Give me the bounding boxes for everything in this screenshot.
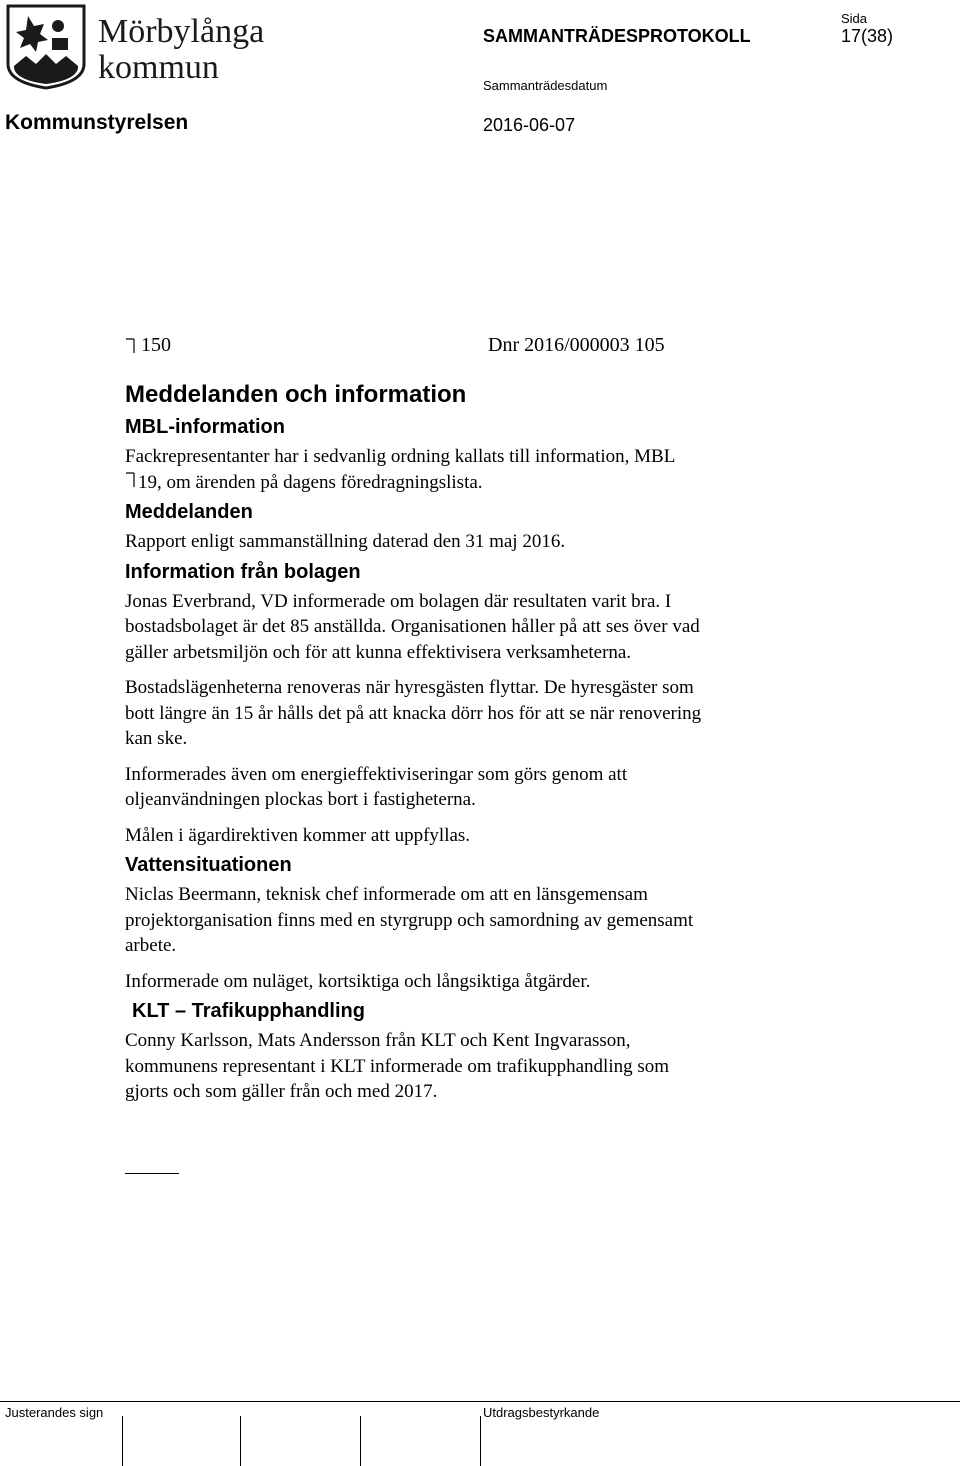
mörbylånga-kommun-logo (6, 4, 271, 90)
signature-divider (360, 1416, 361, 1466)
protocol-title: SAMMANTRÄDESPROTOKOLL (483, 26, 751, 46)
signature-divider (240, 1416, 241, 1466)
paragraph-line: Fackrepresentanter har i sedvanlig ordning kallats till information, MBL (125, 446, 676, 467)
utdragsbestyrkande-label: Utdragsbestyrkande (483, 1405, 600, 1420)
footer-top-rule (0, 1401, 960, 1402)
diarienummer: Dnr 2016/000003 105 (488, 334, 665, 356)
paragraph-line: kan ske. (125, 728, 188, 749)
page-label: Sida (841, 11, 868, 26)
heading-meddelanden: Meddelanden (125, 501, 253, 523)
paragraph-line: Conny Karlsson, Mats Andersson från KLT och Kent Ingvarasson, (125, 1030, 631, 1051)
section-sign-mark (125, 336, 135, 354)
meeting-date: 2016-06-07 (483, 115, 576, 135)
paragraph-line: Informerades även om energieffektiviseringar som görs genom att (125, 763, 628, 785)
logo-wordmark-line2: kommun (98, 49, 219, 86)
signature-divider (480, 1416, 481, 1466)
paragraph-line: arbete. (125, 935, 177, 956)
paragraph-line: Informerade om nuläget, kortsiktiga och långsiktiga åtgärder. (125, 970, 591, 992)
logo-wordmark-line1: Mörbylånga (98, 13, 265, 50)
page-number: 17(38) (841, 26, 894, 46)
section-title: Meddelanden och information (125, 381, 467, 408)
committee-name: Kommunstyrelsen (5, 111, 189, 134)
paragraph-line: bostadsbolaget är det 85 anställda. Organisationen håller på att ses över vad (125, 616, 700, 637)
section-number: 150 (141, 334, 171, 356)
heading-klt-trafikupphandling: KLT – Trafikupphandling (132, 1000, 365, 1022)
meeting-date-label: Sammanträdesdatum (483, 78, 608, 93)
signature-divider (122, 1416, 123, 1466)
section-body (125, 380, 825, 1105)
paragraph-line: kommunens representant i KLT informerade om trafikupphandling som (125, 1055, 670, 1077)
paragraph-line: projektorganisation finns med en styrgrupp och samordning av gemensamt (125, 909, 694, 931)
paragraph-line: Bostadslägenheterna renoveras när hyresgästen flyttar. De hyresgäster som (125, 677, 694, 698)
paragraph-line: Rapport enligt sammanställning daterad den 31 maj 2016. (125, 531, 566, 552)
paragraph-line: 19, om ärenden på dagens föredragningslista. (138, 471, 483, 493)
signature-footer (0, 1401, 960, 1466)
heading-information-fran-bolagen: Information från bolagen (125, 560, 361, 583)
paragraph-line: gäller arbetsmiljön och för att kunna effektivisera verksamheterna. (125, 641, 632, 663)
paragraph-line: gjorts och som gäller från och med 2017. (125, 1081, 438, 1102)
justerandes-sign-label: Justerandes sign (5, 1405, 104, 1420)
heading-vattensituationen: Vattensituationen (125, 854, 292, 876)
paragraph-line-with-section-mark (125, 470, 825, 496)
section-end-rule (125, 1173, 179, 1174)
paragraph-line: oljeanvändningen plockas bort i fastigheterna. (125, 789, 476, 810)
paragraph-line: Målen i ägardirektiven kommer att uppfyllas. (125, 824, 471, 846)
section-sign-mark (125, 470, 135, 488)
paragraph-line: Niclas Beermann, teknisk chef informerade om att en länsgemensam (125, 884, 648, 905)
heading-mbl-information: MBL-information (125, 416, 285, 438)
paragraph-line: Jonas Everbrand, VD informerade om bolagen där resultaten varit bra. I (125, 590, 672, 612)
paragraph-line: bott längre än 15 år hålls det på att knacka dörr hos för att se när renovering (125, 702, 702, 724)
